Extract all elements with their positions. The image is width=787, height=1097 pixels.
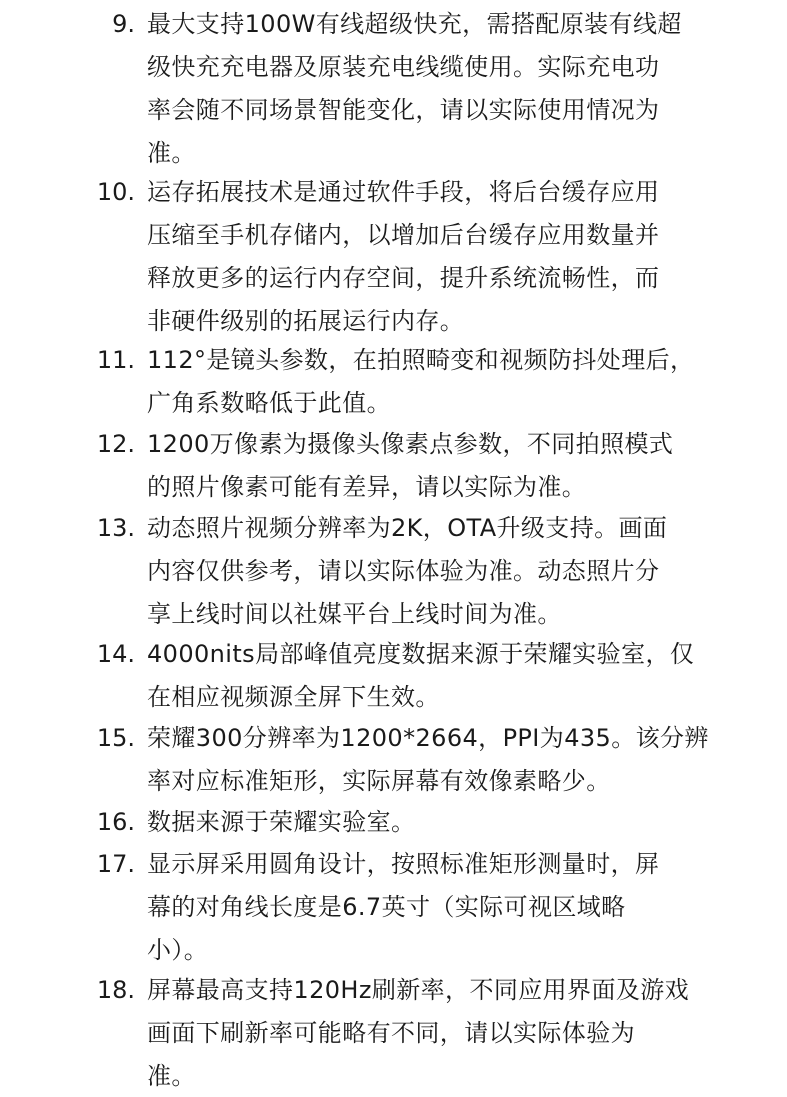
footnote-number: 11. [96,346,135,374]
footnote-line: 显示屏采用圆角设计，按照标准矩形测量时，屏 [147,850,660,878]
footnote-number: 15. [96,724,135,752]
footnote-line: 在相应视频源全屏下生效。 [147,683,440,711]
footnote-number: 12. [96,430,135,458]
footnote-line: 动态照片视频分辨率为2K，OTA升级支持。画面 [147,514,668,542]
footnote-line: 运存拓展技术是通过软件手段，将后台缓存应用 [147,178,660,206]
footnote-number: 18. [96,976,135,1004]
footnote-number: 16. [96,808,135,836]
footnote-number: 10. [96,178,135,206]
footnote-line: 数据来源于荣耀实验室。 [147,808,416,836]
footnote-number: 13. [96,514,135,542]
footnote-line: 内容仅供参考，请以实际体验为准。动态照片分 [147,557,660,585]
footnote-line: 最大支持100W有线超级快充，需搭配原装有线超 [147,10,682,38]
footnote-line: 幕的对角线长度是6.7英寸（实际可视区域略 [147,893,626,921]
footnote-line: 的照片像素可能有差异，请以实际为准。 [147,473,587,501]
footnote-line: 荣耀300分辨率为1200*2664，PPI为435。该分辨 [147,724,709,752]
footnote-line: 准。 [147,1062,196,1090]
footnote-line: 释放更多的运行内存空间，提升系统流畅性，而 [147,264,660,292]
footnote-line: 享上线时间以社媒平台上线时间为准。 [147,600,562,628]
footnote-line: 准。 [147,139,196,167]
footnote-number: 9. [112,10,135,38]
footnote-line: 广角系数略低于此值。 [147,389,391,417]
footnote-number: 14. [96,640,135,668]
footnote-line: 1200万像素为摄像头像素点参数，不同拍照模式 [147,430,674,458]
footnote-line: 屏幕最高支持120Hz刷新率，不同应用界面及游戏 [147,976,690,1004]
footnote-line: 率会随不同场景智能变化，请以实际使用情况为 [147,96,660,124]
footnote-line: 率对应标准矩形，实际屏幕有效像素略少。 [147,767,611,795]
footnote-number: 17. [96,850,135,878]
footnote-line: 非硬件级别的拓展运行内存。 [147,307,465,335]
footnote-line: 112°是镜头参数，在拍照畸变和视频防抖处理后， [147,346,695,374]
footnote-line: 小）。 [147,936,209,964]
footnote-line: 压缩至手机存储内，以增加后台缓存应用数量并 [147,221,660,249]
footnote-line: 级快充充电器及原装充电线缆使用。实际充电功 [147,53,660,81]
footnote-line: 画面下刷新率可能略有不同，请以实际体验为 [147,1019,635,1047]
footnote-line: 4000nits局部峰值亮度数据来源于荣耀实验室，仅 [147,640,695,668]
